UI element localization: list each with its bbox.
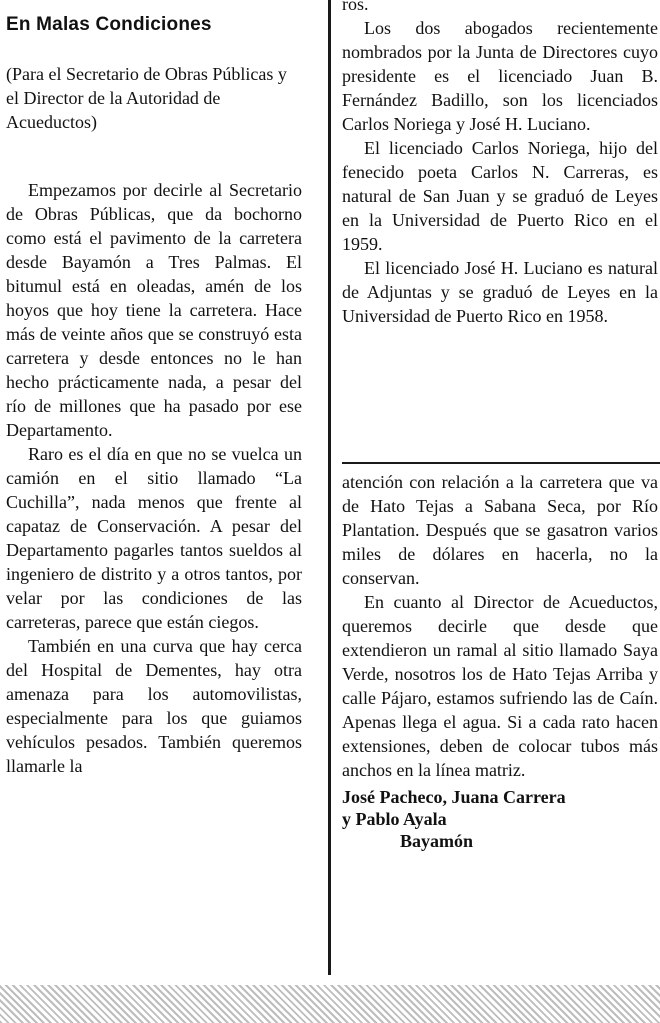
letter-continuation [342, 470, 658, 852]
paragraph: El licenciado José H. Luciano es natural de Adjuntas y se graduó de Leyes en la Universidad de Puerto Rico en 1958. [342, 258, 658, 326]
letter-body [6, 178, 302, 778]
paragraph: En cuanto al Director de Acueductos, queremos decirle que desde que extendieron un ramal al sitio llamado Saya Verde, nosotros los de Hato Tejas Arriba y calle Pájaro, estamos sufriendo las de Caín. Apenas llega el agua. Si a cada rato hacen extensiones, deben de colocar tubos más anchos en la línea matriz. [342, 592, 658, 780]
paragraph: atención con relación a la carretera que va de Hato Tejas a Sabana Seca, por Río Plantation. Después que se gasatron varios miles de dólares en hacerla, no la conservan. [342, 472, 658, 588]
signature-names-2: y Pablo Ayala [342, 809, 447, 829]
letter-subtitle: (Para el Secretario de Obras Públicas y el Director de la Autoridad de Acueductos) [6, 64, 287, 132]
paragraph: El licenciado Carlos Noriega, hijo del fenecido poeta Carlos N. Carreras, es natural de San Juan y se graduó de Leyes en la Universidad de Puerto Rico en el 1959. [342, 138, 658, 254]
signature [342, 786, 658, 852]
paragraph: Empezamos por decirle al Secretario de Obras Públicas, que da bochorno como está el pavimento de la carretera desde Bayamón a Tres Palmas. El bitumul está en oleadas, amén de los hoyos que hoy tiene la carretera. Hace más de veinte años que se construyó esta carretera y desde entonces no le han hecho prácticamente nada, a pesar del río de millones que ha pasado por ese Departamento. [6, 180, 302, 440]
signature-place: Bayamón [400, 831, 474, 851]
halftone-border [0, 985, 660, 1023]
paragraph: Los dos abogados recientemente nombrados por la Junta de Directores cuyo presidente es el licenciado Juan B. Fernández Badillo, son los licenciados Carlos Noriega y José H. Luciano. [342, 18, 658, 134]
paragraph: Raro es el día en que no se vuelca un camión en el sitio llamado “La Cuchilla”, nada menos que frente al capataz de Conservación. A pesar del Departamento pagarles tantos sueldos al ingeniero de distrito y a otros tantos, por velar por las condiciones de las carreteras, parece que están ciegos. [6, 444, 302, 632]
column-divider-horizontal [342, 462, 660, 464]
signature-names: José Pacheco, Juana Carrera [342, 787, 566, 807]
paragraph: También en una curva que hay cerca del Hospital de Dementes, hay otra amenaza para los automovilistas, especialmente para los que guiamos vehículos pesados. También queremos llamarle la [6, 636, 302, 776]
column-divider-vertical [328, 0, 331, 975]
paragraph: ros. [342, 0, 369, 14]
letter-heading: En Malas Condiciones [6, 14, 212, 35]
lawyers-article [342, 0, 658, 328]
